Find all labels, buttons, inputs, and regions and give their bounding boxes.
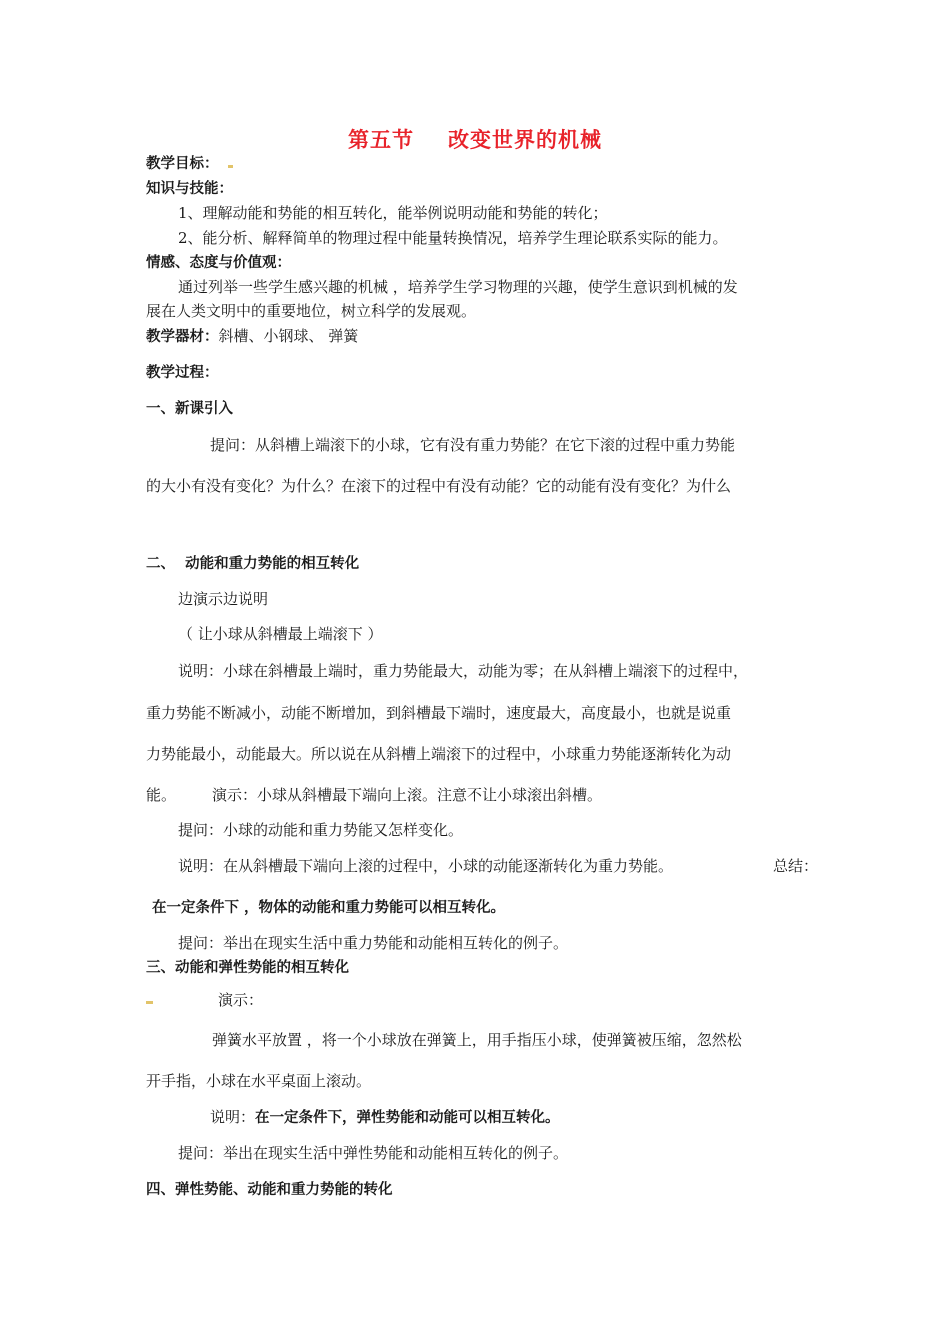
- equipment-label: 教学器材：: [146, 329, 219, 345]
- scan-mark: [146, 1001, 153, 1004]
- section-2-line-4: 重力势能不断减小，动能不断增加，到斜槽最下端时，速度最大，高度最小，也就是说重: [146, 704, 732, 722]
- section-2-line-7: 提问：小球的动能和重力势能又怎样变化。: [178, 821, 464, 839]
- section-2-heading: 二、 动能和重力势能的相互转化: [146, 556, 360, 572]
- section-3-line-1: 演示：: [218, 991, 264, 1009]
- equipment-line: [146, 326, 358, 347]
- emotion-line-2: 展在人类文明中的重要地位，树立科学的发展观。: [146, 302, 477, 320]
- section-3-conclusion: 在一定条件下，弹性势能和动能可以相互转化。: [255, 1110, 560, 1126]
- knowledge-heading: 知识与技能：: [146, 181, 233, 197]
- section-2-line-10: 提问：举出在现实生活中重力势能和动能相互转化的例子。: [178, 934, 569, 952]
- section-3-line-5: 提问：举出在现实生活中弹性势能和动能相互转化的例子。: [178, 1144, 569, 1162]
- section-3-line-2: 弹簧水平放置 ，将一个小球放在弹簧上，用手指压小球，使弹簧被压缩，忽然松: [212, 1031, 742, 1049]
- title-part1: 第五节: [348, 128, 414, 152]
- section-2-line-1: 边演示边说明: [178, 590, 269, 608]
- page-title: [0, 124, 950, 154]
- emotion-line-1: 通过列举一些学生感兴趣的机械 ，培养学生学习物理的兴趣，使学生意识到机械的发: [178, 278, 738, 296]
- knowledge-item-1: 1、理解动能和势能的相互转化，能举例说明动能和势能的转化；: [178, 204, 608, 222]
- section-2-line-6b: 演示：小球从斜槽最下端向上滚。注意不让小球滚出斜槽。: [212, 786, 603, 804]
- title-part2: 改变世界的机械: [448, 128, 602, 152]
- emotion-heading: 情感、态度与价值观：: [146, 255, 291, 271]
- section-4-heading: 四、弹性势能、动能和重力势能的转化: [146, 1182, 393, 1198]
- knowledge-item-2: 2、能分析、解释简单的物理过程中能量转换情况，培养学生理论联系实际的能力。: [178, 229, 728, 247]
- equipment-value: 斜槽、小钢球、 弹簧: [218, 327, 359, 345]
- objectives-heading: 教学目标：: [146, 156, 219, 172]
- section-1-question-line-1: 提问：从斜槽上端滚下的小球，它有没有重力势能？在它下滚的过程中重力势能: [210, 436, 736, 454]
- section-1-question-line-2: 的大小有没有变化？为什么？在滚下的过程中有没有动能？它的动能有没有变化？为什么: [146, 477, 732, 495]
- section-2-line-8a: 说明：在从斜槽最下端向上滚的过程中，小球的动能逐渐转化为重力势能。: [178, 857, 674, 875]
- section-2-line-5: 力势能最小，动能最大。所以说在从斜槽上端滚下的过程中，小球重力势能逐渐转化为动: [146, 745, 732, 763]
- section-3-heading: 三、动能和弹性势能的相互转化: [146, 960, 349, 976]
- section-3-line-3: 开手指，小球在水平桌面上滚动。: [146, 1072, 372, 1090]
- section-2-line-2: （ 让小球从斜槽最上端滚下 ）: [178, 625, 383, 643]
- section-2-line-3: 说明：小球在斜槽最上端时，重力势能最大，动能为零；在从斜槽上端滚下的过程中，: [178, 662, 749, 680]
- section-2-conclusion: 在一定条件下 ，物体的动能和重力势能可以相互转化。: [152, 900, 506, 916]
- section-2-line-6a: 能。: [146, 786, 177, 804]
- section-3-line-4: [210, 1107, 560, 1128]
- process-heading: 教学过程：: [146, 365, 219, 381]
- section-3-line-4-label: 说明：: [210, 1108, 256, 1126]
- section-1-heading: 一、新课引入: [146, 401, 233, 417]
- section-2-line-8b: 总结：: [773, 857, 819, 875]
- scan-mark: [228, 165, 233, 168]
